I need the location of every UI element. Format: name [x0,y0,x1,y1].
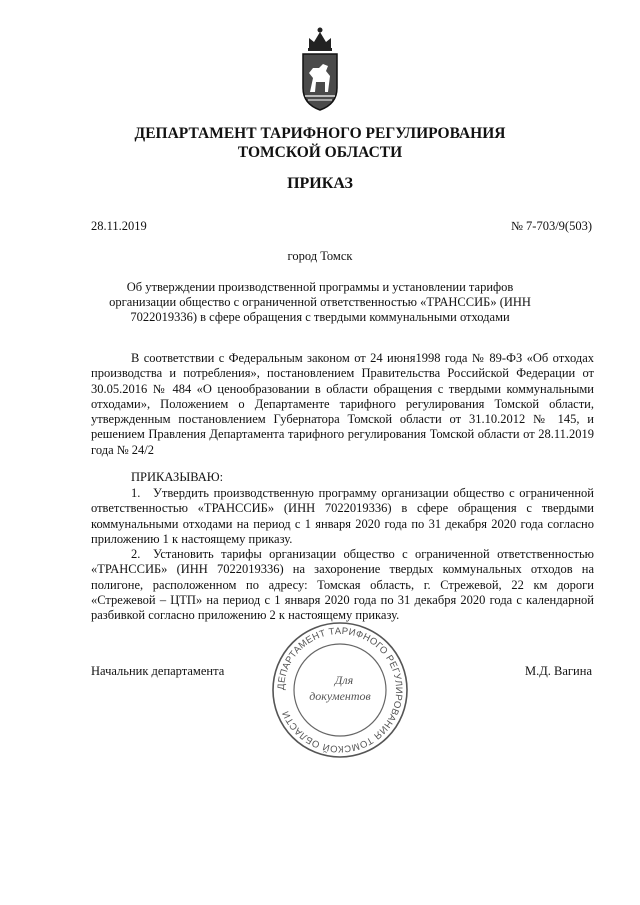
document-date: 28.11.2019 [91,219,147,233]
order-heading: ПРИКАЗЫВАЮ: [131,470,224,484]
order-item-number: 2. [131,547,141,561]
document-city: город Томск [287,249,353,263]
preamble-paragraph: В соответствии с Федеральным законом от 24 июня1998 года № 89-ФЗ «Об отходах производства и потребления», постановлением Правительства Российской Федерации от 30.05.2016 № 484 «О ценообразовании в области обращения с твердыми коммунальными отходами», Положением о Департаменте тарифного регулирования Томской области, утвержденным постановлением Губернатора Томской области от 31.10.2012 № 145, и решением Правления Департамента тарифного регулирования Томской области от 28.11.2019 года № 24/2 [91,351,594,457]
stamp-center-line1: Для [334,673,354,687]
document-number: № 7-703/9(503) [510,219,592,233]
order-item-number: 1. [131,486,141,500]
stamp-ring-text: ДЕПАРТАМЕНТ ТАРИФНОГО РЕГУЛИРОВАНИЯ ТОМСКОЙ ОБЛАСТИ [275,625,405,755]
department-title [60,124,580,162]
signer-position: Начальник департамента [91,664,225,678]
order-item [91,486,594,547]
coat-of-arms-icon [295,18,345,116]
order-item-text: Установить тарифы организации общество с ограниченной ответственностью «ТРАНССИБ» (ИНН 7022019336) на захоронение твердых коммунальных отходов на полигоне, расположенном по адресу: Томская область, г. Стрежевой, 22 км дороги «Стрежевой – ЦТП» на период с 1 января 2020 года по 31 декабря 2020 года с календарной разбивкой согласно приложению 2 к настоящему приказу. [91,547,594,623]
document-type: ПРИКАЗ [287,175,353,192]
signer-name: М.Д. Вагина [525,664,592,678]
stamp-center-line2: документов [309,689,371,703]
department-title-line2: ТОМСКОЙ ОБЛАСТИ [237,144,403,161]
document-subject: Об утверждении производственной программы и установлении тарифов организации общество с ограниченной ответственностью «ТРАНССИБ» (ИНН 7022019336) в сфере обращения с твердыми коммунальными отходами [109,280,531,324]
order-item [91,547,594,623]
order-item-text: Утвердить производственную программу организации общество с ограниченной ответственностью «ТРАНССИБ» (ИНН 7022019336) в сфере обращения с твердыми коммунальными отходами на период с 1 января 2020 года по 31 декабря 2020 года согласно приложению 1 к настоящему приказу. [91,486,594,546]
official-stamp [270,620,410,760]
department-title-line1: ДЕПАРТАМЕНТ ТАРИФНОГО РЕГУЛИРОВАНИЯ [134,125,506,142]
